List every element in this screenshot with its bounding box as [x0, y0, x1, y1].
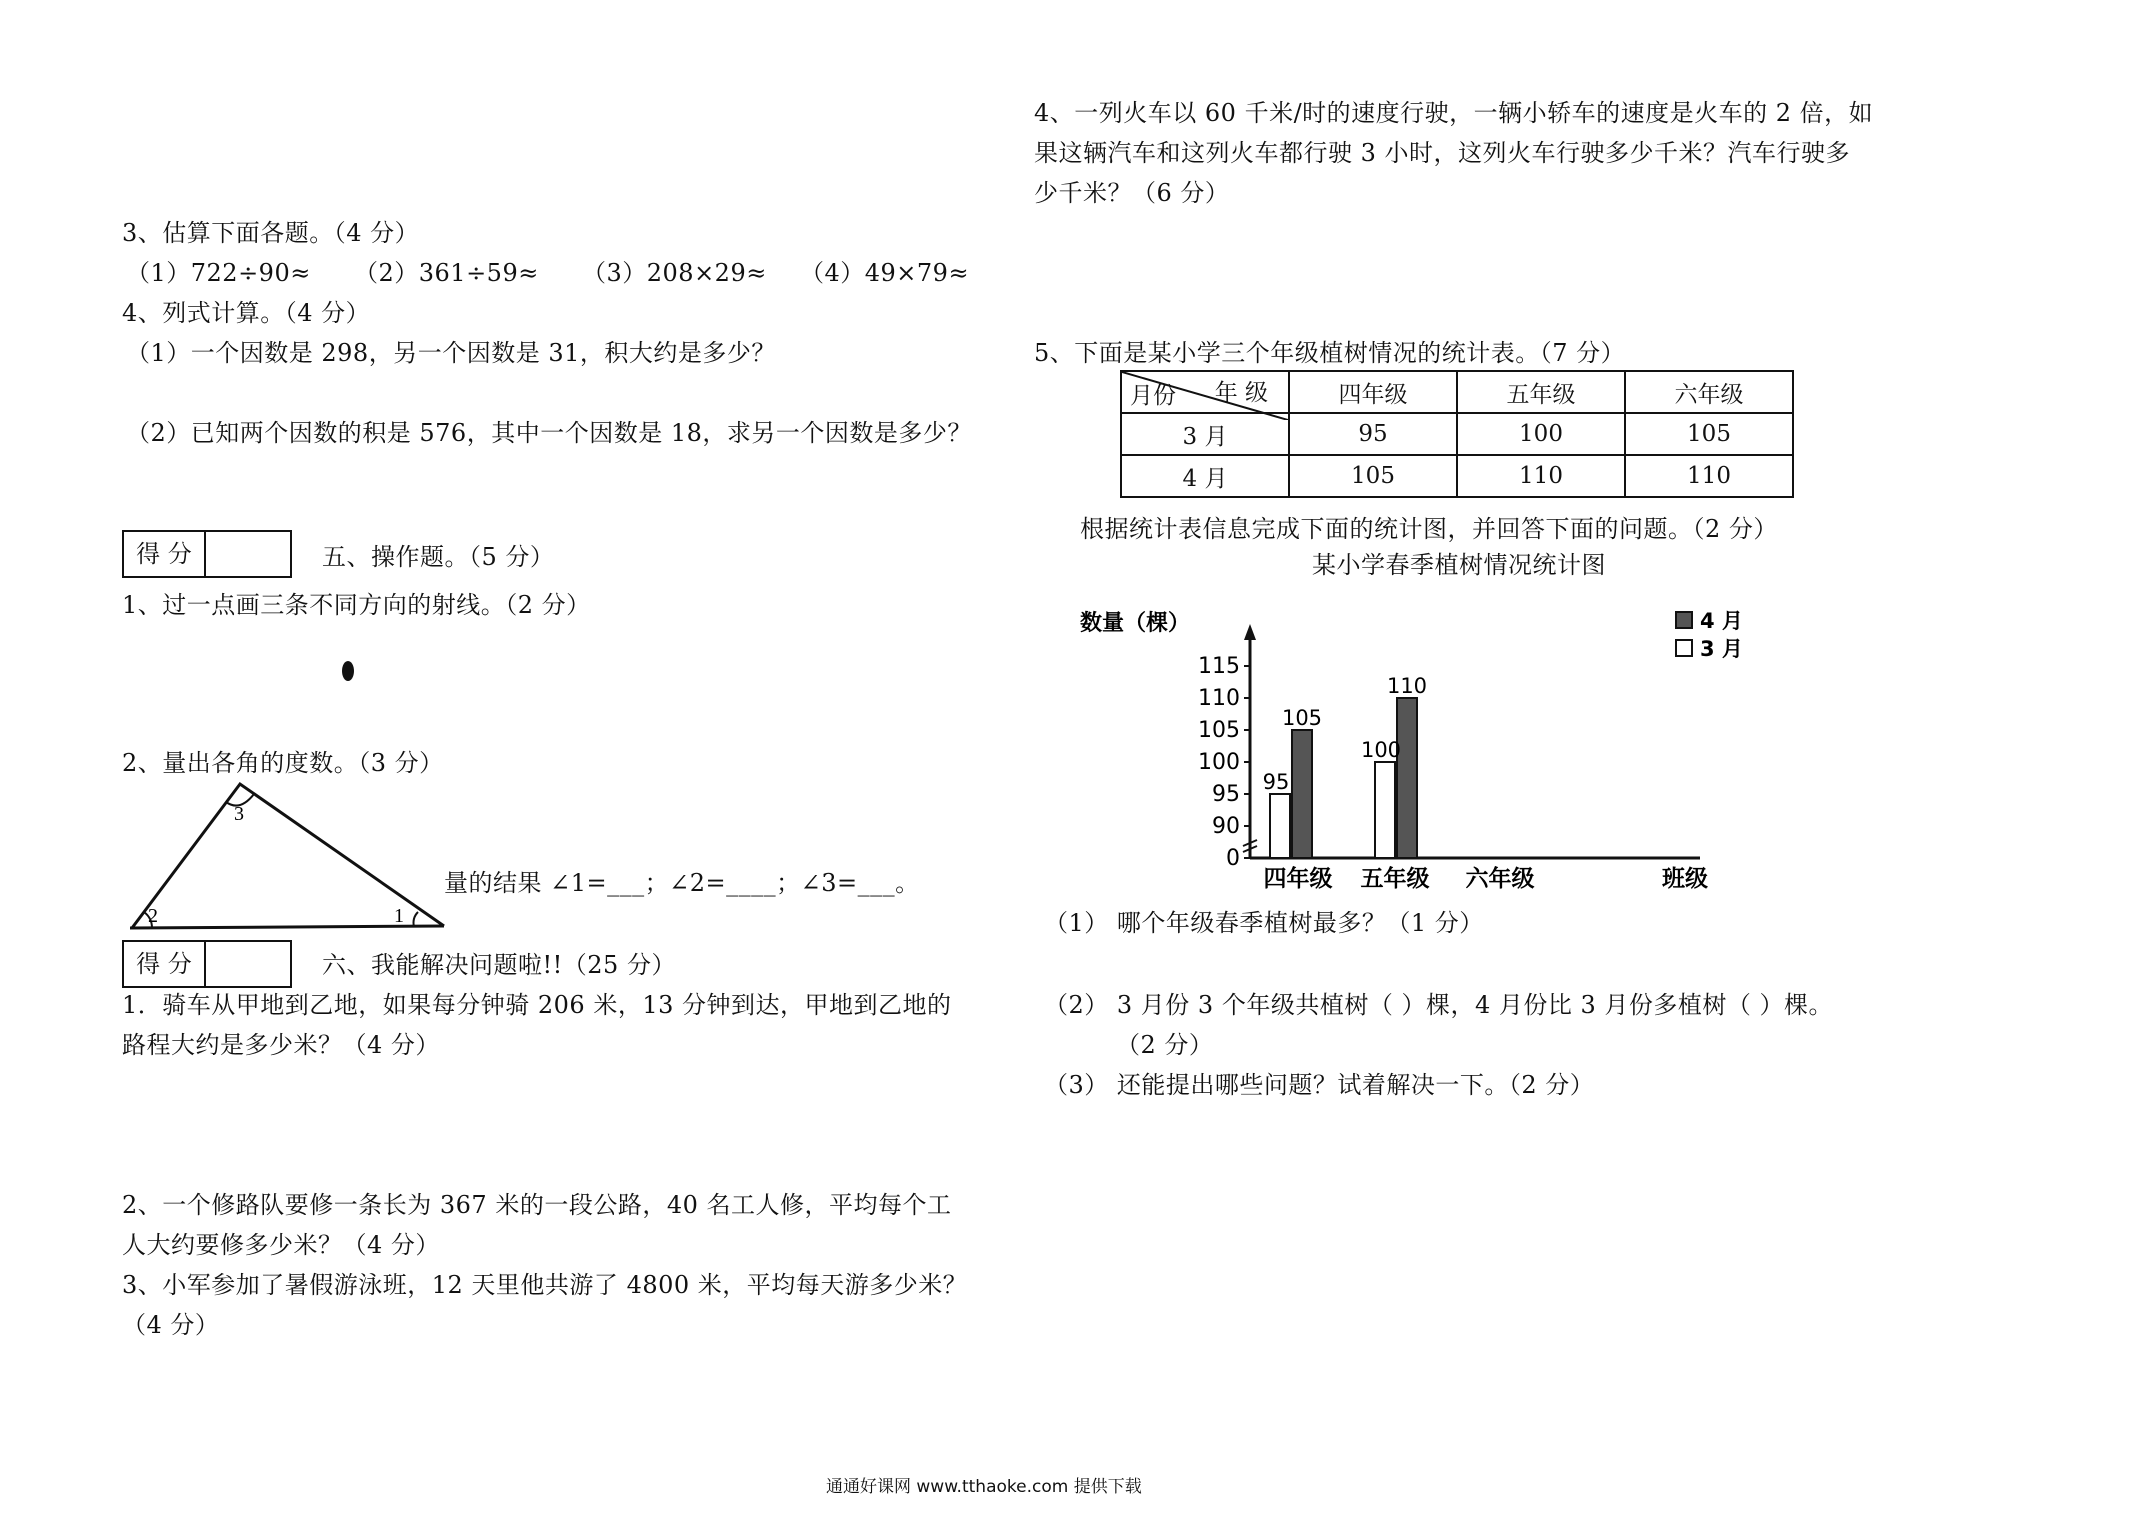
- bar-chart: [1060, 590, 1800, 890]
- x-tick-label: 四年级: [1263, 866, 1333, 890]
- chart-heading: 某小学春季植树情况统计图: [1312, 551, 1606, 579]
- table-cell: 110: [1625, 455, 1793, 497]
- problem-1-line-1: 1．骑车从甲地到乙地，如果每分钟骑 206 米，13 分钟到达，甲地到乙地的: [122, 991, 952, 1019]
- bar-april: [1397, 698, 1417, 858]
- q4-part-1: （1）一个因数是 298，另一个因数是 31，积大约是多少？: [126, 339, 776, 367]
- y-axis-arrow: [1244, 624, 1256, 640]
- y-tick-label: 100: [1198, 750, 1240, 775]
- score-blank[interactable]: [206, 532, 290, 576]
- angle-1-label: 1: [394, 905, 404, 927]
- section-6-title: 六、我能解决问题啦!!（25 分）: [322, 951, 676, 979]
- x-tick-label: 五年级: [1360, 866, 1430, 890]
- estimate-4: （4）49×79≈: [800, 259, 970, 287]
- legend-label-march: 3 月: [1700, 637, 1743, 661]
- chart-instruction: 根据统计表信息完成下面的统计图，并回答下面的问题。（2 分）: [1080, 515, 1778, 543]
- y-tick-label: 0: [1226, 846, 1240, 871]
- estimate-1: （1）722÷90≈: [126, 259, 311, 287]
- score-label: 得 分: [124, 532, 206, 576]
- table-corner-cell: [1121, 371, 1289, 413]
- q4-title: 4、列式计算。（4 分）: [122, 299, 371, 327]
- problem-2-line-2: 人大约要修多少米？（4 分）: [122, 1231, 440, 1259]
- measure-result-line: 量的结果 ∠1=___；∠2=____；∠3=___。: [444, 869, 920, 897]
- chart-question-1: （1） 哪个年级春季植树最多？（1 分）: [1044, 909, 1484, 937]
- data-label: 95: [1262, 770, 1290, 794]
- score-box-section-6: [122, 940, 292, 988]
- y-tick-label: 90: [1212, 814, 1240, 839]
- problem-1-line-2: 路程大约是多少米？（4 分）: [122, 1031, 440, 1059]
- chart-question-3: （3） 还能提出哪些问题？试着解决一下。（2 分）: [1044, 1071, 1595, 1099]
- table-header-row: [1121, 371, 1793, 413]
- point-dot: [342, 661, 354, 681]
- score-blank[interactable]: [206, 942, 290, 986]
- table-cell: 100: [1457, 413, 1625, 455]
- bar-april: [1292, 730, 1312, 858]
- legend-label-april: 4 月: [1700, 609, 1743, 633]
- section-5-q1: 1、过一点画三条不同方向的射线。（2 分）: [122, 591, 591, 619]
- corner-grade-label: 年 级: [1214, 380, 1268, 406]
- estimate-2: （2）361÷59≈: [354, 259, 539, 287]
- section-5-q2: 2、量出各角的度数。（3 分）: [122, 749, 444, 777]
- problem-4-line-2: 果这辆汽车和这列火车都行驶 3 小时，这列火车行驶多少千米？汽车行驶多: [1034, 139, 1851, 167]
- table-header-cell: 四年级: [1289, 371, 1457, 413]
- q4-part-2: （2）已知两个因数的积是 576，其中一个因数是 18，求另一个因数是多少？: [126, 419, 972, 447]
- bar-march: [1270, 794, 1290, 858]
- table-cell: 105: [1625, 413, 1793, 455]
- y-tick-label: 115: [1198, 654, 1240, 679]
- bar-march: [1375, 762, 1395, 858]
- data-label: 100: [1360, 738, 1402, 762]
- score-box-section-5: [122, 530, 292, 578]
- triangle-figure: [122, 778, 452, 938]
- y-tick-label: 110: [1198, 686, 1240, 711]
- table-month-cell: 4 月: [1121, 455, 1289, 497]
- y-tick-label: 95: [1212, 782, 1240, 807]
- statistics-table: [1120, 370, 1794, 498]
- section-5-title: 五、操作题。（5 分）: [322, 543, 555, 571]
- angle-3-label: 3: [234, 803, 244, 825]
- angle-2-label: 2: [148, 905, 158, 927]
- table-header-cell: 五年级: [1457, 371, 1625, 413]
- estimate-3: （3）208×29≈: [582, 259, 767, 287]
- problem-3-line-1: 3、小军参加了暑假游泳班，12 天里他共游了 4800 米，平均每天游多少米？: [122, 1271, 968, 1299]
- data-label: 105: [1281, 706, 1323, 730]
- corner-month-label: 月份: [1130, 383, 1176, 409]
- data-label: 110: [1386, 674, 1428, 698]
- chart-question-2-line-2: （2 分）: [1116, 1031, 1214, 1059]
- problem-5-title: 5、下面是某小学三个年级植树情况的统计表。（7 分）: [1034, 339, 1626, 367]
- y-tick-label: 105: [1198, 718, 1240, 743]
- table-cell: 110: [1457, 455, 1625, 497]
- problem-3-line-2: （4 分）: [122, 1311, 220, 1339]
- legend-swatch-april: [1676, 612, 1692, 628]
- y-axis-label: 数量（棵）: [1080, 611, 1191, 636]
- q3-title: 3、估算下面各题。（4 分）: [122, 219, 420, 247]
- footer-credit: 通通好课网 www.tthaoke.com 提供下载: [826, 1477, 1142, 1497]
- score-label: 得 分: [124, 942, 206, 986]
- table-cell: 105: [1289, 455, 1457, 497]
- table-row: [1121, 455, 1793, 497]
- x-axis-label: 班级: [1662, 866, 1708, 890]
- table-cell: 95: [1289, 413, 1457, 455]
- problem-2-line-1: 2、一个修路队要修一条长为 367 米的一段公路，40 名工人修，平均每个工: [122, 1191, 952, 1219]
- legend-swatch-march: [1676, 640, 1692, 656]
- problem-4-line-3: 少千米？（6 分）: [1034, 179, 1230, 207]
- chart-question-2-line-1: （2） 3 月份 3 个年级共植树（ ）棵，4 月份比 3 月份多植树（ ）棵。: [1044, 991, 1834, 1019]
- x-tick-label: 六年级: [1465, 866, 1535, 890]
- problem-4-line-1: 4、一列火车以 60 千米/时的速度行驶，一辆小轿车的速度是火车的 2 倍，如: [1034, 99, 1874, 127]
- table-month-cell: 3 月: [1121, 413, 1289, 455]
- table-header-cell: 六年级: [1625, 371, 1793, 413]
